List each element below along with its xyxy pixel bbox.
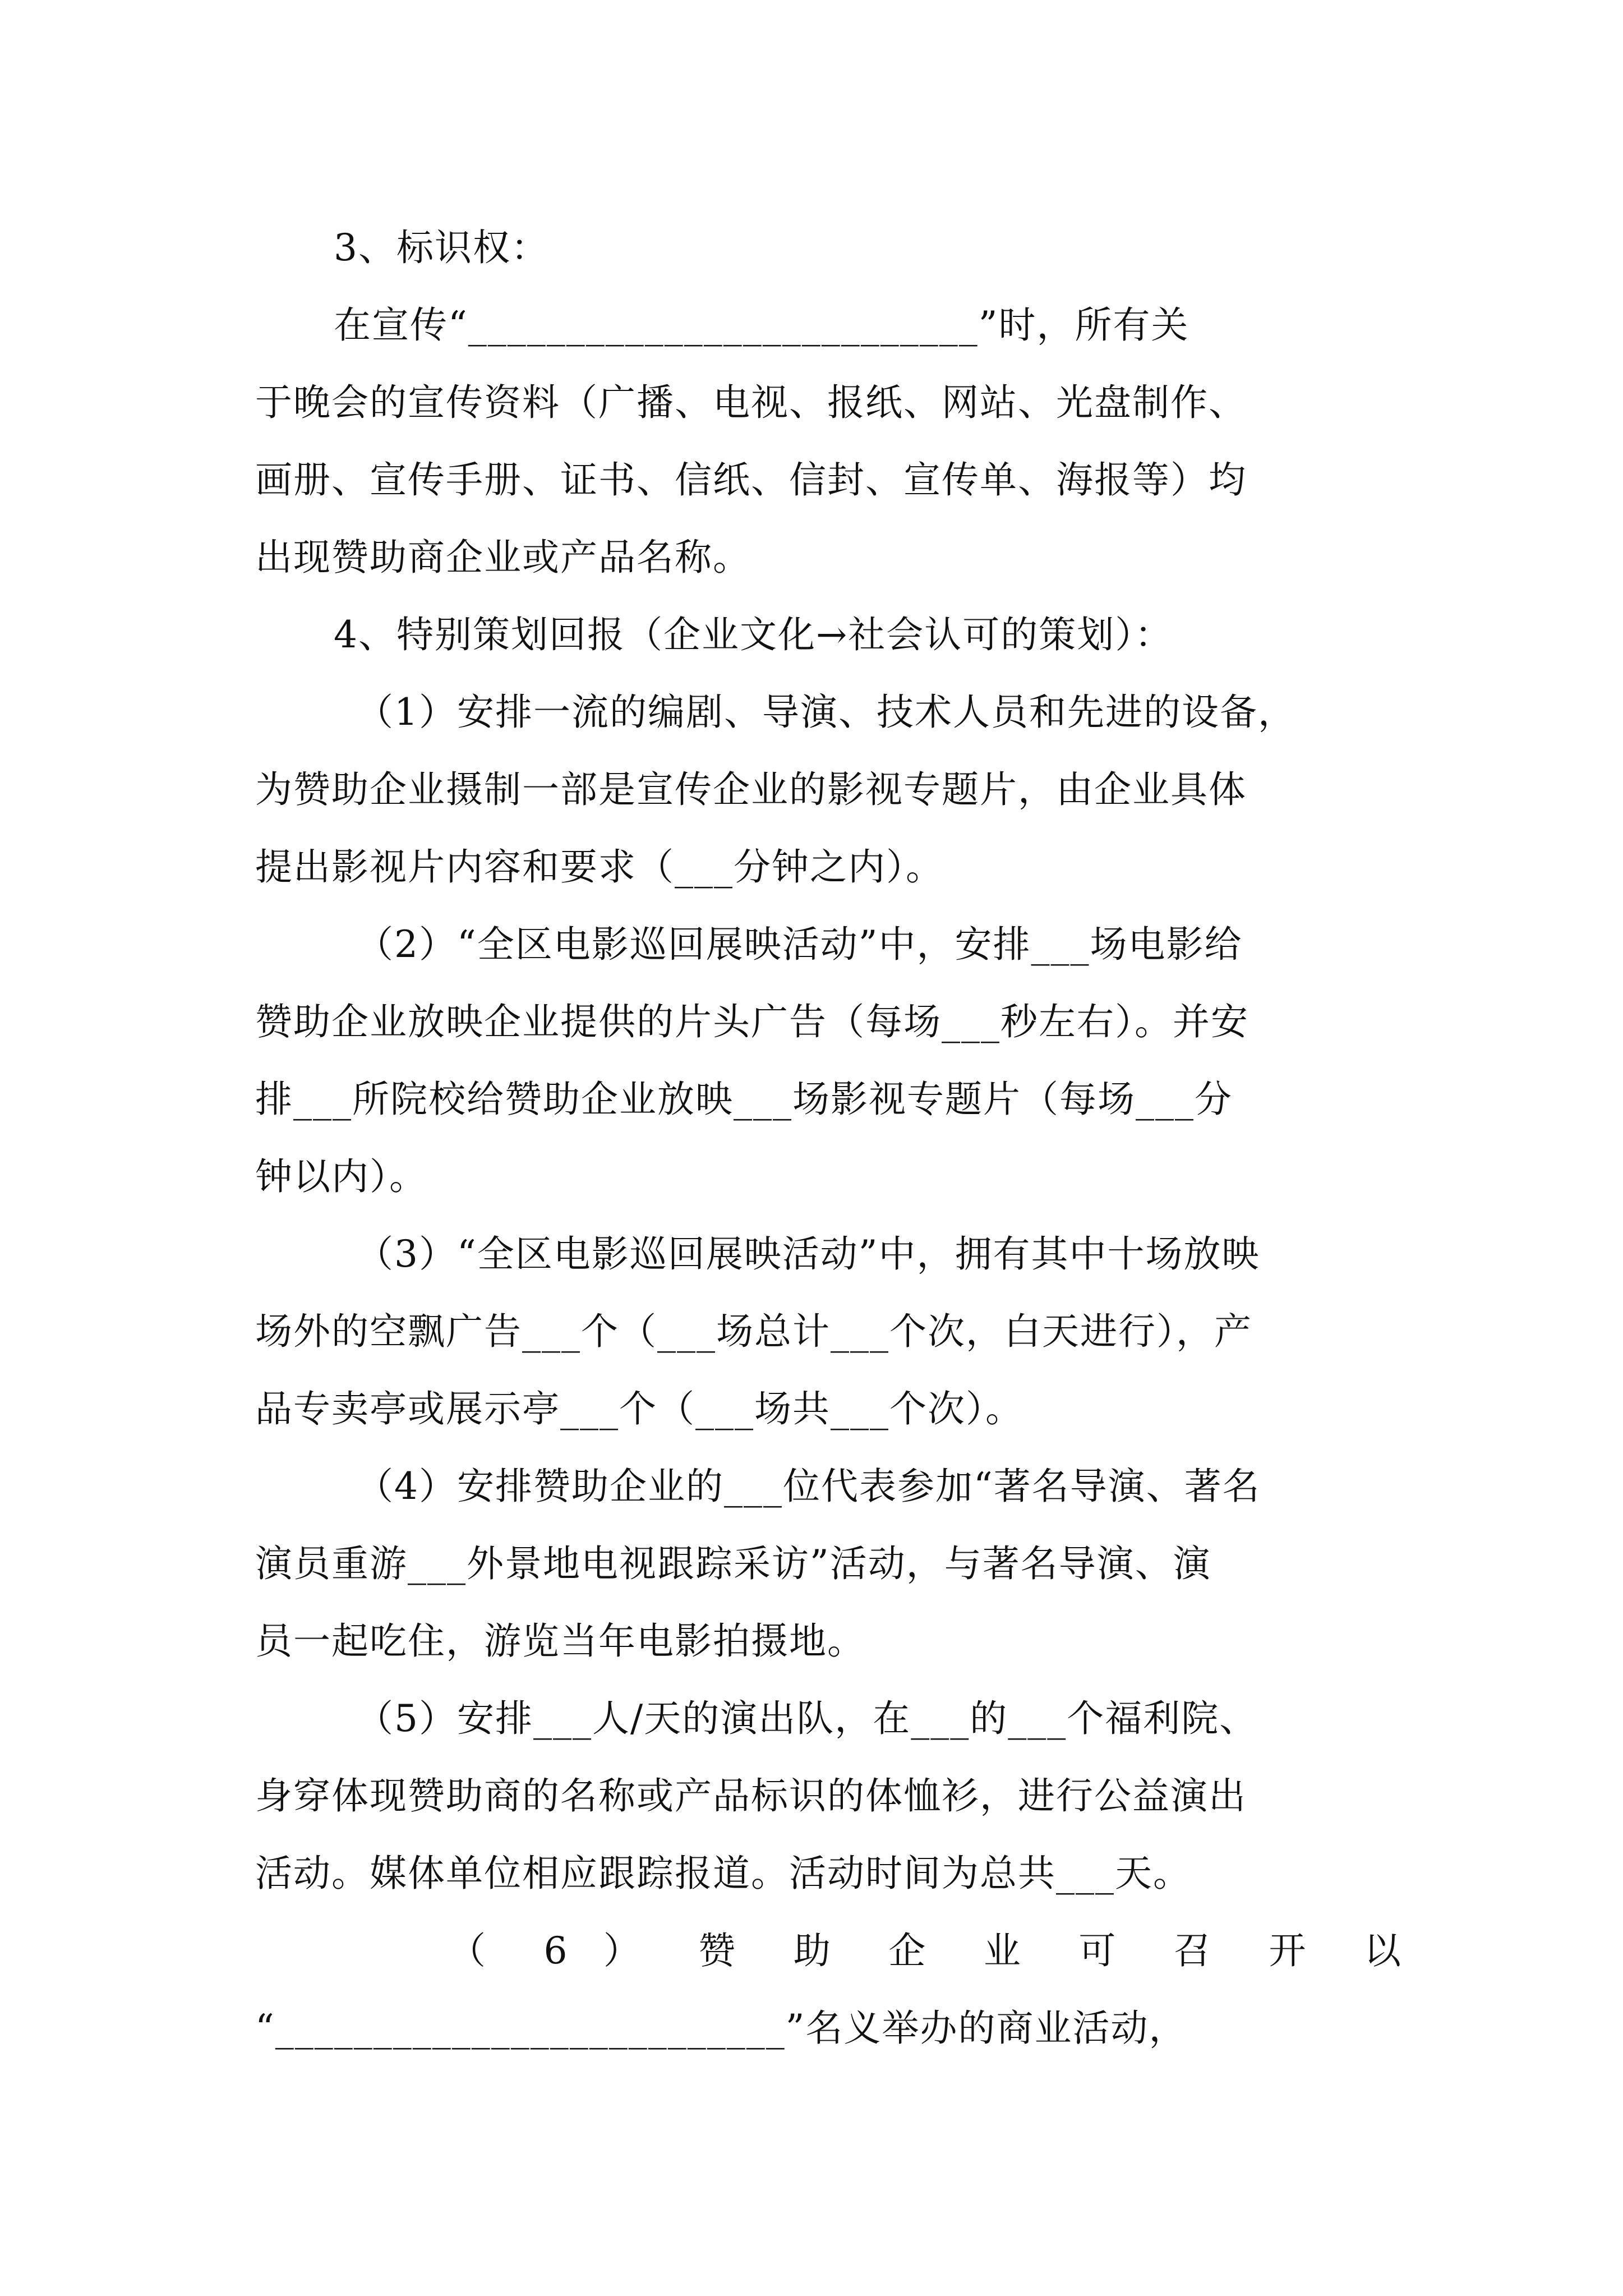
item-6-line: （ 6 ） 赞 助 企 业 可 召 开 以 (449, 1929, 1402, 1972)
paragraph-line: 排___所院校给赞助企业放映___场影视专题片（每场___分 (255, 1078, 1233, 1121)
paragraph-line: 活动。媒体单位相应跟踪报道。活动时间为总共___天。 (255, 1852, 1191, 1895)
item-2-line: （2）“全区电影巡回展映活动”中，安排___场电影给 (356, 923, 1243, 966)
item-1-line: （1）安排一流的编剧、导演、技术人员和先进的设备， (356, 691, 1296, 734)
item-4-line: （4）安排赞助企业的___位代表参加“著名导演、著名 (356, 1465, 1261, 1508)
section-4-heading: 4、特别策划回报（企业文化→社会认可的策划）： (334, 613, 1173, 656)
paragraph-line: 提出影视片内容和要求（___分钟之内）。 (255, 845, 944, 889)
paragraph-line: 出现赞助商企业或产品名称。 (255, 536, 751, 579)
item-3-line: （3）“全区电影巡回展映活动”中，拥有其中十场放映 (356, 1232, 1260, 1276)
paragraph-line: 品专卖亭或展示亭___个（___场共___个次）。 (255, 1387, 1023, 1430)
item-5-line: （5）安排___人/天的演出队，在___的___个福利院、 (356, 1697, 1258, 1740)
paragraph-line: 员一起吃住，游览当年电影拍摄地。 (255, 1619, 865, 1663)
paragraph-line: “__________________________”名义举办的商业活动， (255, 2007, 1187, 2050)
paragraph-line: 身穿体现赞助商的名称或产品标识的体恤衫，进行公益演出 (255, 1774, 1247, 1818)
paragraph-line: 钟以内）。 (255, 1155, 427, 1198)
paragraph-line: 于晚会的宣传资料（广播、电视、报纸、网站、光盘制作、 (255, 381, 1247, 424)
paragraph-line: 在宣传“__________________________”时，所有关 (334, 303, 1189, 347)
paragraph-line: 为赞助企业摄制一部是宣传企业的影视专题片，由企业具体 (255, 768, 1247, 811)
paragraph-line: 画册、宣传手册、证书、信纸、信封、宣传单、海报等）均 (255, 458, 1247, 501)
paragraph-line: 演员重游___外景地电视跟踪采访”活动，与著名导演、演 (255, 1542, 1211, 1585)
paragraph-line: 场外的空飘广告___个（___场总计___个次，白天进行），产 (255, 1310, 1252, 1353)
section-3-heading: 3、标识权： (334, 226, 549, 269)
paragraph-line: 赞助企业放映企业提供的片头广告（每场___秒左右）。并安 (255, 1000, 1249, 1043)
